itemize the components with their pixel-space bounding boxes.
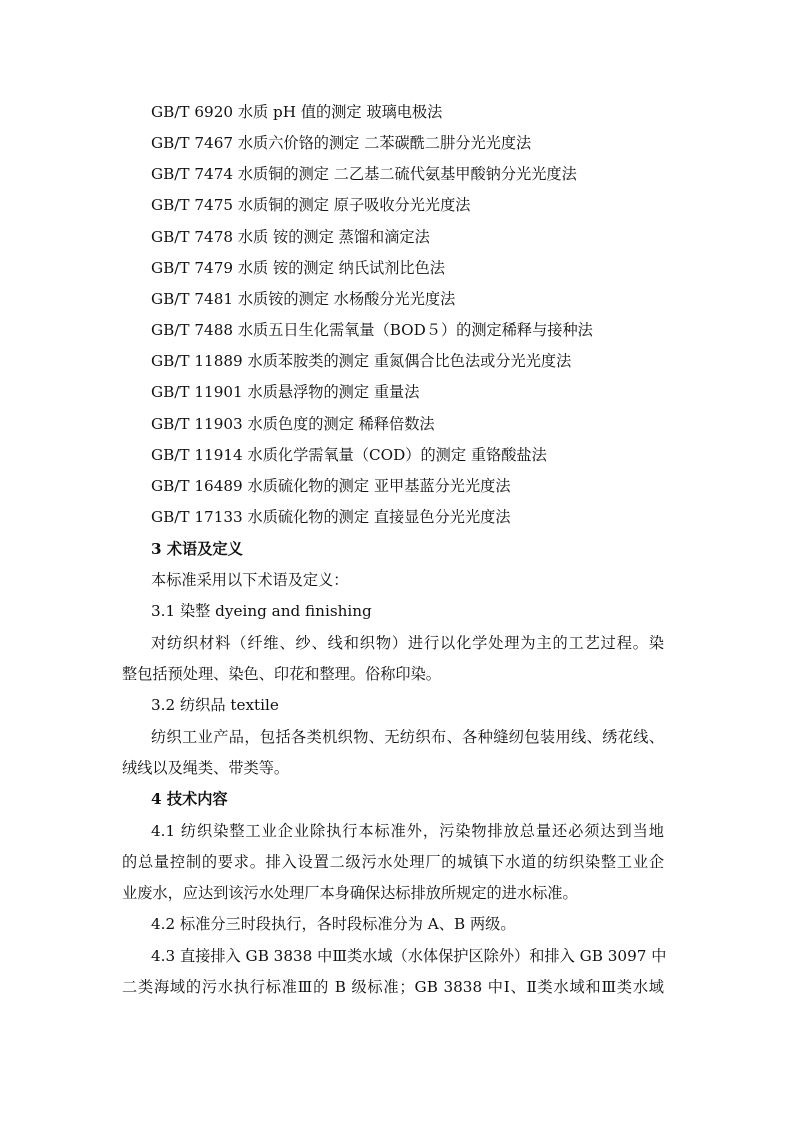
reference-item: GB/T 11914 水质化学需氧量（COD）的测定 重铬酸盐法 bbox=[151, 446, 547, 464]
reference-item: GB/T 7479 水质 铵的测定 纳氏试剂比色法 bbox=[151, 259, 445, 277]
reference-item: GB/T 7475 水质铜的测定 原子吸收分光光度法 bbox=[151, 196, 471, 214]
reference-item: GB/T 17133 水质硫化物的测定 直接显色分光光度法 bbox=[151, 508, 511, 526]
term-3-2-title: 3.2 纺织品 textile bbox=[151, 696, 279, 714]
term-3-2-definition-cont: 绒线以及绳类、带类等。 bbox=[122, 759, 290, 777]
reference-item: GB/T 7474 水质铜的测定 二乙基二硫代氨基甲酸钠分光光度法 bbox=[151, 165, 577, 183]
reference-item: GB/T 7488 水质五日生化需氧量（BOD５）的测定稀释与接种法 bbox=[151, 321, 593, 339]
reference-item: GB/T 11903 水质色度的测定 稀释倍数法 bbox=[151, 415, 435, 433]
clause-4-3: 4.3 直接排入 GB 3838 中Ⅲ类水域（水体保护区除外）和排入 GB 3097 中 bbox=[151, 947, 667, 965]
reference-item: GB/T 11889 水质苯胺类的测定 重氮偶合比色法或分光光度法 bbox=[151, 352, 572, 370]
clause-4-1-cont: 业废水，应达到该污水处理厂本身确保达标排放所规定的进水标准。 bbox=[122, 884, 578, 902]
clause-4-1-cont: 的总量控制的要求。排入设置二级污水处理厂的城镇下水道的纺织染整工业企 bbox=[122, 853, 664, 871]
term-3-1-title: 3.1 染整 dyeing and finishing bbox=[151, 602, 372, 620]
term-3-1-definition: 对纺织材料（纤维、纱、线和织物）进行以化学处理为主的工艺过程。染 bbox=[151, 634, 664, 652]
term-3-1-definition-cont: 整包括预处理、染色、印花和整理。俗称印染。 bbox=[122, 665, 441, 683]
section-3-intro: 本标准采用以下术语及定义： bbox=[151, 571, 349, 589]
reference-item: GB/T 7481 水质铵的测定 水杨酸分光光度法 bbox=[151, 290, 456, 308]
clause-4-3-cont: 二类海域的污水执行标准Ⅲ的 B 级标准；GB 3838 中Ⅰ、Ⅱ类水域和Ⅲ类水域 bbox=[122, 978, 664, 996]
section-4-heading: 4 技术内容 bbox=[151, 790, 228, 808]
reference-item: GB/T 11901 水质悬浮物的测定 重量法 bbox=[151, 383, 420, 401]
reference-item: GB/T 16489 水质硫化物的测定 亚甲基蓝分光光度法 bbox=[151, 477, 511, 495]
clause-4-1: 4.1 纺织染整工业企业除执行本标准外，污染物排放总量还必须达到当地 bbox=[151, 822, 664, 840]
term-3-2-definition: 纺织工业产品，包括各类机织物、无纺织布、各种缝纫包装用线、绣花线、 bbox=[151, 728, 664, 746]
reference-item: GB/T 7467 水质六价铬的测定 二苯碳酰二肼分光光度法 bbox=[151, 134, 532, 152]
reference-item: GB/T 7478 水质 铵的测定 蒸馏和滴定法 bbox=[151, 228, 430, 246]
section-3-heading: 3 术语及定义 bbox=[151, 540, 243, 558]
reference-item: GB/T 6920 水质 pH 值的测定 玻璃电极法 bbox=[151, 103, 443, 121]
clause-4-2: 4.2 标准分三时段执行，各时段标准分为 A、B 两级。 bbox=[151, 915, 516, 933]
